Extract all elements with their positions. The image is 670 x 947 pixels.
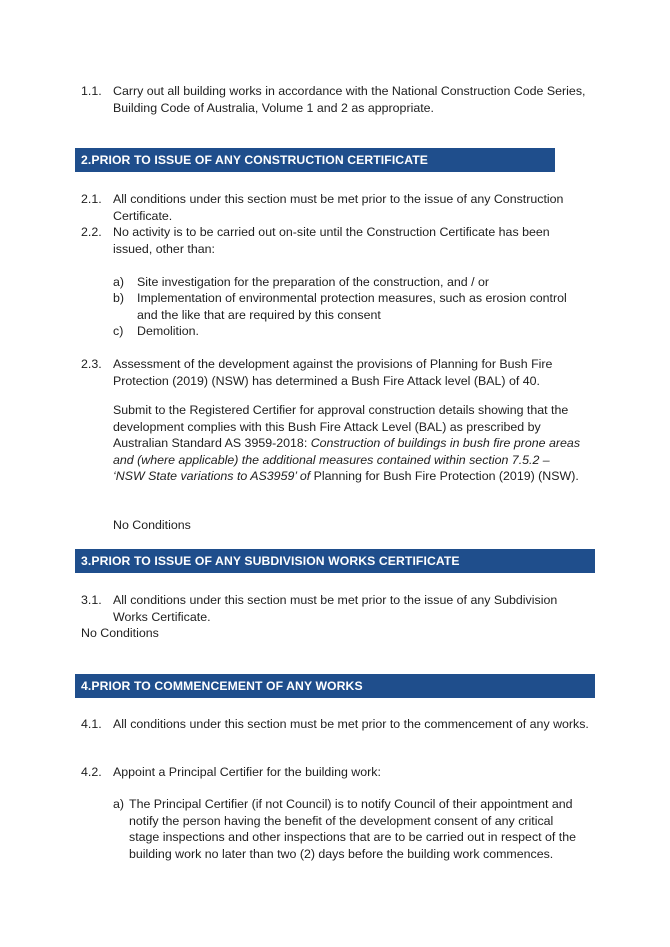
condition-4-1: [81, 716, 591, 733]
section-heading-3: 3.PRIOR TO ISSUE OF ANY SUBDIVISION WORKS CERTIFICATE: [75, 549, 595, 573]
condition-2-2: [81, 224, 591, 257]
sub-item-marker: a): [113, 275, 125, 289]
condition-1-1: [81, 83, 591, 116]
no-conditions-text: No Conditions: [81, 626, 159, 640]
condition-text: Carry out all building works in accordance with the National Construction Code Series, Building Code of Australia, Volume 1 and 2 as appropriate.: [113, 84, 586, 115]
sub-item-text: Implementation of environmental protection measures, such as erosion control and the like that are required by this consent: [137, 291, 567, 322]
condition-number: 4.2.: [81, 765, 102, 779]
no-conditions-text: No Conditions: [113, 518, 191, 532]
condition-number: 3.1.: [81, 593, 102, 607]
sub-item-text: Demolition.: [137, 324, 199, 338]
condition-text: All conditions under this section must be met prior to the commencement of any works.: [113, 717, 589, 731]
sub-item-text: Site investigation for the preparation of the construction, and / or: [137, 275, 489, 289]
section-heading-2: 2.PRIOR TO ISSUE OF ANY CONSTRUCTION CERTIFICATE: [75, 148, 555, 172]
condition-number: 2.3.: [81, 357, 102, 371]
paragraph-text: Submit to the Registered Certifier for approval construction details showing that the development complies with this Bush Fire Attack Level (BAL) as prescribed by Australian Standard AS 3959-2018:: [113, 403, 569, 450]
sub-item-marker: c): [113, 324, 124, 338]
sub-item-b: [113, 290, 583, 323]
section-heading-4: 4.PRIOR TO COMMENCEMENT OF ANY WORKS: [75, 674, 595, 698]
sub-item-a: [113, 274, 583, 291]
condition-number: 2.2.: [81, 225, 102, 239]
condition-2-1: [81, 191, 591, 224]
paragraph-text-end: Planning for Bush Fire Protection (2019) (NSW).: [310, 469, 579, 483]
paragraph-italic-text: Construction of buildings in bush fire prone areas and (where applicable) the additional measures contained within section 7.5.2 – ‘NSW State variations to AS3959’ of: [113, 436, 581, 483]
sub-item-marker: a): [113, 797, 125, 811]
condition-2-3: [81, 356, 591, 389]
sub-item-marker: b): [113, 291, 125, 305]
condition-text: All conditions under this section must be met prior to the issue of any Subdivision Works Certificate.: [113, 593, 558, 624]
sub-item-a: [113, 796, 583, 862]
bal-requirement-paragraph: [113, 402, 583, 485]
condition-text: All conditions under this section must be met prior to the issue of any Construction Certificate.: [113, 192, 564, 223]
sub-item-c: [113, 323, 583, 340]
condition-text: No activity is to be carried out on-site until the Construction Certificate has been issued, other than:: [113, 225, 550, 256]
condition-4-2: [81, 764, 591, 781]
sub-item-text: The Principal Certifier (if not Council) is to notify Council of their appointment and notify the person having the benefit of the development consent of any critical stage inspections and other inspections that are to be carried out in respect of the building work no later than two (2) days before the building work commences.: [129, 797, 577, 861]
condition-number: 2.1.: [81, 192, 102, 206]
condition-text: Appoint a Principal Certifier for the building work:: [113, 765, 381, 779]
condition-number: 1.1.: [81, 84, 102, 98]
condition-number: 4.1.: [81, 717, 102, 731]
condition-3-1: [81, 592, 591, 625]
condition-text: Assessment of the development against the provisions of Planning for Bush Fire Protection (2019) (NSW) has determined a Bush Fire Attack level (BAL) of 40.: [113, 357, 553, 388]
